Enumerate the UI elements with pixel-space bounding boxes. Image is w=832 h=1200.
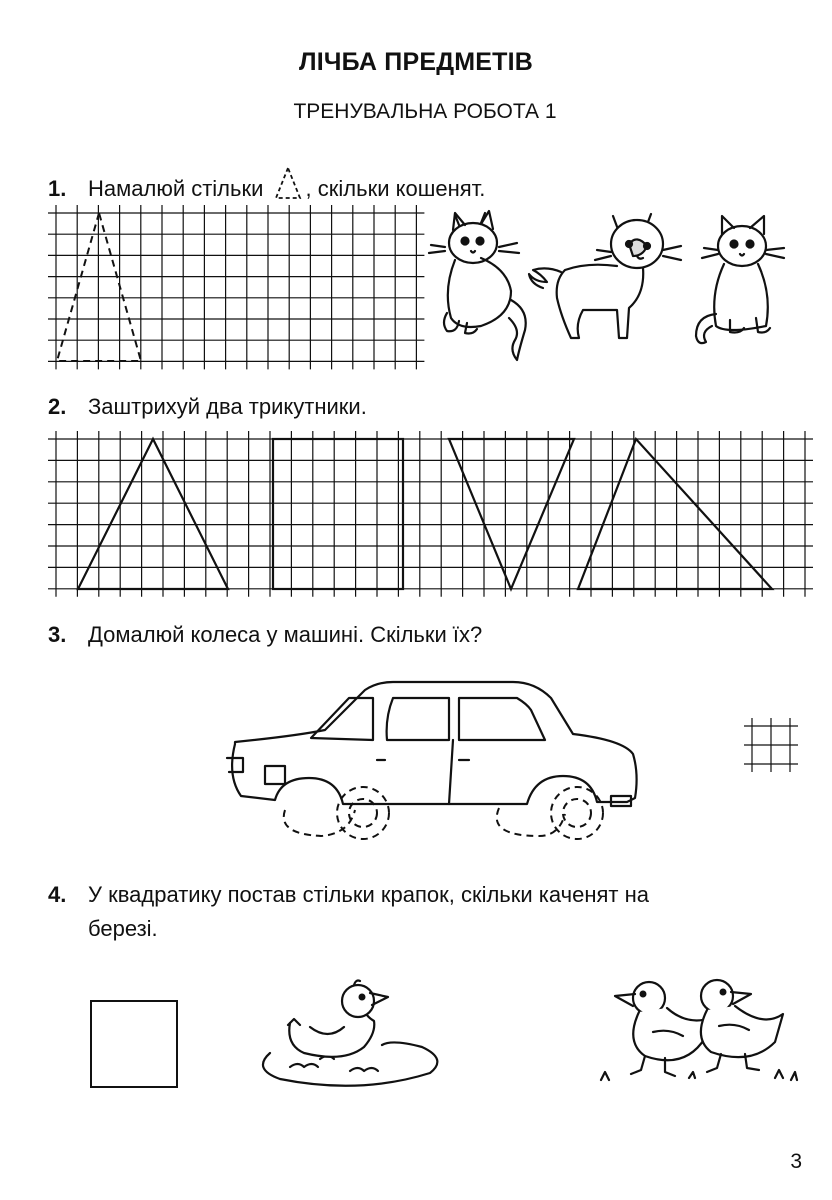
task-4-prompt <box>48 882 649 908</box>
page-number: 3 <box>790 1150 802 1173</box>
task-3-text: Домалюй колеса у машині. Скільки їх? <box>88 622 483 647</box>
task-1-text-start: Намалюй стільки <box>88 176 264 201</box>
duck-icon <box>595 970 805 1085</box>
task-1-text-end: , скільки кошенят. <box>305 176 486 201</box>
task-2-text: Заштрихуй два трикутники. <box>88 394 367 419</box>
task-4-text-line2: березі. <box>88 916 158 941</box>
duck-icon <box>250 975 440 1095</box>
task-4-number: 4. <box>48 882 67 907</box>
task-2-number: 2. <box>48 394 67 419</box>
task-1-number: 1. <box>48 176 67 201</box>
page-title: ЛІЧБА ПРЕДМЕТІВ <box>299 48 533 76</box>
page-subtitle: ТРЕНУВАЛЬНА РОБОТА 1 <box>293 100 557 123</box>
answer-box[interactable] <box>90 1000 178 1088</box>
task-4-text-line1: У квадратику постав стільки крапок, скільки каченят на <box>88 882 649 907</box>
task-3-number: 3. <box>48 622 67 647</box>
